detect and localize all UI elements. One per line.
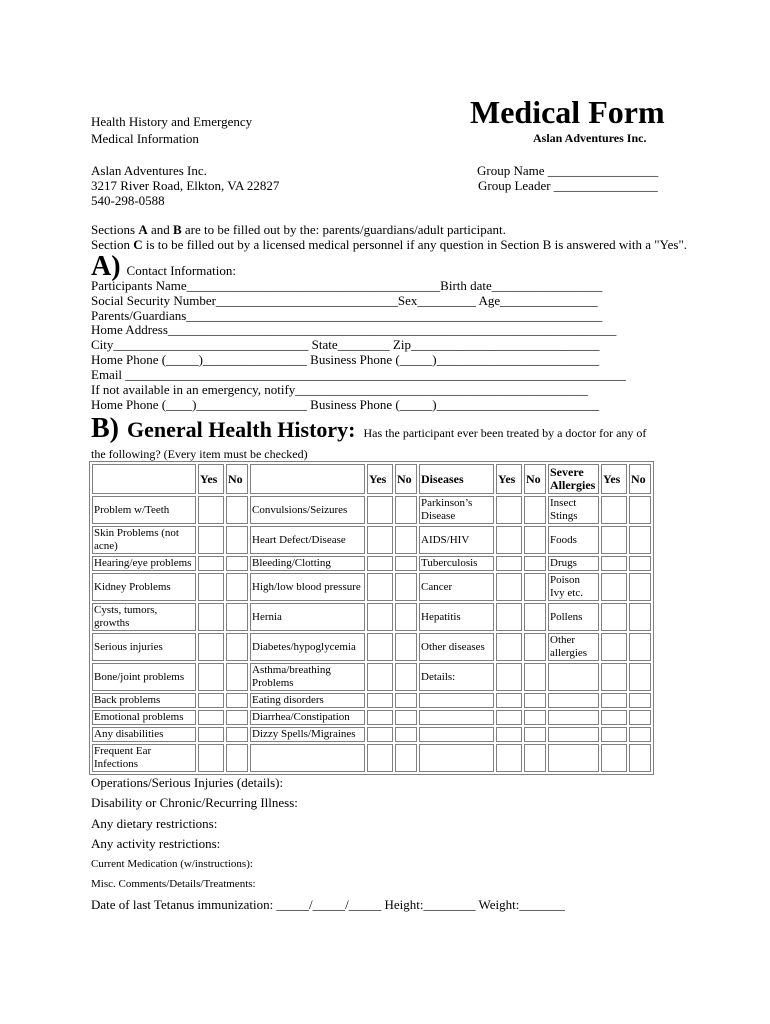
- yes-checkbox-cell[interactable]: [601, 496, 627, 524]
- condition-label: Kidney Problems: [92, 573, 196, 601]
- yes-checkbox-cell[interactable]: [601, 710, 627, 725]
- yes-checkbox-cell[interactable]: [496, 633, 522, 661]
- yes-checkbox-cell[interactable]: [198, 496, 224, 524]
- header-severe-allergies: [548, 464, 599, 494]
- condition-label: Tuberculosis: [419, 556, 494, 571]
- header-severe: Severe: [550, 465, 584, 479]
- form-subtitle-line2: Medical Information: [91, 131, 199, 146]
- table-row: [92, 573, 651, 601]
- yes-checkbox-cell[interactable]: [496, 710, 522, 725]
- yes-checkbox-cell[interactable]: [496, 603, 522, 631]
- yes-checkbox-cell[interactable]: [367, 693, 393, 708]
- no-checkbox-cell[interactable]: [395, 633, 417, 661]
- header-no: No: [395, 464, 417, 494]
- no-checkbox-cell[interactable]: [629, 573, 651, 601]
- emergency-phone-field[interactable]: Home Phone (____)_________________ Business Phone (_____)_________________________: [91, 397, 600, 412]
- section-b-letter: B): [91, 413, 119, 444]
- header-no: No: [524, 464, 546, 494]
- yes-checkbox-cell[interactable]: [601, 556, 627, 571]
- address-phone: 540-298-0588: [91, 193, 165, 208]
- condition-label: Hearing/eye problems: [92, 556, 196, 571]
- condition-label: Cysts, tumors, growths: [92, 603, 196, 631]
- table-row: [92, 633, 651, 661]
- no-checkbox-cell[interactable]: [629, 603, 651, 631]
- address-name: Aslan Adventures Inc.: [91, 163, 207, 178]
- no-checkbox-cell[interactable]: [524, 693, 546, 708]
- no-checkbox-cell[interactable]: [395, 693, 417, 708]
- condition-label: Other allergies: [548, 633, 599, 661]
- instr-text: Sections: [91, 222, 139, 237]
- no-checkbox-cell[interactable]: [524, 603, 546, 631]
- table-header-row: [92, 464, 651, 494]
- yes-checkbox-cell[interactable]: [367, 603, 393, 631]
- header-blank: [250, 464, 365, 494]
- home-business-phone-field[interactable]: Home Phone (_____)________________ Business Phone (_____)_________________________: [91, 352, 600, 367]
- condition-label: [250, 744, 365, 772]
- misc-comments-field[interactable]: Misc. Comments/Details/Treatments:: [91, 878, 256, 890]
- no-checkbox-cell[interactable]: [524, 710, 546, 725]
- yes-checkbox-cell[interactable]: [496, 526, 522, 554]
- no-checkbox-cell[interactable]: [226, 663, 248, 691]
- no-checkbox-cell[interactable]: [395, 526, 417, 554]
- condition-label: Other diseases: [419, 633, 494, 661]
- yes-checkbox-cell[interactable]: [367, 633, 393, 661]
- no-checkbox-cell[interactable]: [395, 727, 417, 742]
- form-subtitle-line1: Health History and Emergency: [91, 114, 253, 129]
- condition-label: Drugs: [548, 556, 599, 571]
- no-checkbox-cell[interactable]: [629, 710, 651, 725]
- page-title: Medical Form: [470, 94, 665, 130]
- condition-label: [548, 663, 599, 691]
- no-checkbox-cell[interactable]: [226, 744, 248, 772]
- yes-checkbox-cell[interactable]: [367, 526, 393, 554]
- yes-checkbox-cell[interactable]: [367, 573, 393, 601]
- header-yes: Yes: [367, 464, 393, 494]
- no-checkbox-cell[interactable]: [226, 633, 248, 661]
- city-state-zip-field[interactable]: City______________________________ State________ Zip_____________________________: [91, 337, 600, 352]
- condition-label: [548, 727, 599, 742]
- yes-checkbox-cell[interactable]: [198, 710, 224, 725]
- no-checkbox-cell[interactable]: [629, 633, 651, 661]
- no-checkbox-cell[interactable]: [524, 633, 546, 661]
- no-checkbox-cell[interactable]: [226, 573, 248, 601]
- dietary-field[interactable]: Any dietary restrictions:: [91, 816, 218, 831]
- yes-checkbox-cell[interactable]: [367, 727, 393, 742]
- yes-checkbox-cell[interactable]: [601, 633, 627, 661]
- table-row: [92, 526, 651, 554]
- condition-label: Eating disorders: [250, 693, 365, 708]
- yes-checkbox-cell[interactable]: [367, 556, 393, 571]
- condition-label: Heart Defect/Disease: [250, 526, 365, 554]
- no-checkbox-cell[interactable]: [395, 710, 417, 725]
- no-checkbox-cell[interactable]: [395, 603, 417, 631]
- disability-field[interactable]: Disability or Chronic/Recurring Illness:: [91, 795, 298, 810]
- no-checkbox-cell[interactable]: [524, 744, 546, 772]
- condition-label: Poison Ivy etc.: [548, 573, 599, 601]
- condition-label: [419, 693, 494, 708]
- no-checkbox-cell[interactable]: [524, 556, 546, 571]
- table-row: [92, 663, 651, 691]
- condition-label: Hepatitis: [419, 603, 494, 631]
- yes-checkbox-cell[interactable]: [198, 526, 224, 554]
- section-b-question-cont: the following? (Every item must be checked): [91, 447, 308, 461]
- yes-checkbox-cell[interactable]: [496, 727, 522, 742]
- condition-label: AIDS/HIV: [419, 526, 494, 554]
- condition-label: Details:: [419, 663, 494, 691]
- instr-section-c: C: [133, 237, 143, 252]
- medication-field[interactable]: Current Medication (w/instructions):: [91, 858, 253, 870]
- instr-section-b: B: [172, 222, 182, 237]
- no-checkbox-cell[interactable]: [226, 526, 248, 554]
- condition-label: Convulsions/Seizures: [250, 496, 365, 524]
- condition-label: Insect Stings: [548, 496, 599, 524]
- instr-section-a: A: [138, 222, 148, 237]
- condition-label: Foods: [548, 526, 599, 554]
- table-row: [92, 744, 651, 772]
- no-checkbox-cell[interactable]: [226, 556, 248, 571]
- yes-checkbox-cell[interactable]: [496, 556, 522, 571]
- no-checkbox-cell[interactable]: [524, 663, 546, 691]
- condition-label: [419, 710, 494, 725]
- instructions-line2: [91, 237, 687, 252]
- header-no: No: [226, 464, 248, 494]
- yes-checkbox-cell[interactable]: [601, 693, 627, 708]
- no-checkbox-cell[interactable]: [524, 573, 546, 601]
- yes-checkbox-cell[interactable]: [198, 663, 224, 691]
- no-checkbox-cell[interactable]: [395, 556, 417, 571]
- organization-name: Aslan Adventures Inc.: [533, 131, 647, 145]
- yes-checkbox-cell[interactable]: [367, 496, 393, 524]
- email-field[interactable]: Email _____________________________________________________________________________: [91, 367, 626, 382]
- table-row: [92, 727, 651, 742]
- yes-checkbox-cell[interactable]: [198, 556, 224, 571]
- home-address-field[interactable]: Home Address_____________________________________________________________________: [91, 322, 617, 337]
- ssn-field[interactable]: Social Security Number____________________________Sex_________ Age_______________: [91, 293, 598, 308]
- section-a-title: Contact Information:: [126, 263, 236, 278]
- no-checkbox-cell[interactable]: [226, 693, 248, 708]
- condition-label: Bleeding/Clotting: [250, 556, 365, 571]
- yes-checkbox-cell[interactable]: [496, 663, 522, 691]
- tetanus-height-weight-field[interactable]: Date of last Tetanus immunization: _____/_____/_____ Height:________ Weight:_______: [91, 897, 565, 912]
- no-checkbox-cell[interactable]: [226, 603, 248, 631]
- instr-text: are to be filled out by the: parents/guardians/adult participant.: [181, 222, 506, 237]
- condition-label: Serious injuries: [92, 633, 196, 661]
- no-checkbox-cell[interactable]: [395, 744, 417, 772]
- condition-label: Asthma/breathing Problems: [250, 663, 365, 691]
- table-row: [92, 496, 651, 524]
- yes-checkbox-cell[interactable]: [496, 573, 522, 601]
- health-history-table: [89, 461, 654, 775]
- no-checkbox-cell[interactable]: [395, 496, 417, 524]
- instructions-line1: [91, 222, 506, 237]
- condition-label: Frequent Ear Infections: [92, 744, 196, 772]
- yes-checkbox-cell[interactable]: [601, 603, 627, 631]
- instr-text: Section: [91, 237, 134, 252]
- emergency-contact-field[interactable]: If not available in an emergency, notify_____________________________________________: [91, 382, 588, 397]
- no-checkbox-cell[interactable]: [524, 496, 546, 524]
- yes-checkbox-cell[interactable]: [198, 633, 224, 661]
- condition-label: Parkinson’s Disease: [419, 496, 494, 524]
- section-b-heading: [91, 414, 646, 444]
- condition-label: Dizzy Spells/Migraines: [250, 727, 365, 742]
- instr-text: and: [147, 222, 173, 237]
- no-checkbox-cell[interactable]: [395, 663, 417, 691]
- condition-label: Skin Problems (not acne): [92, 526, 196, 554]
- yes-checkbox-cell[interactable]: [601, 744, 627, 772]
- instr-text: is to be filled out by a licensed medical personnel if any question in Section B is answered with a "Yes".: [142, 237, 687, 252]
- yes-checkbox-cell[interactable]: [601, 663, 627, 691]
- address-street: 3217 River Road, Elkton, VA 22827: [91, 178, 280, 193]
- yes-checkbox-cell[interactable]: [496, 693, 522, 708]
- no-checkbox-cell[interactable]: [226, 710, 248, 725]
- yes-checkbox-cell[interactable]: [367, 744, 393, 772]
- group-name-field[interactable]: Group Name _________________: [477, 163, 659, 178]
- header-allergies: Allergies: [550, 478, 596, 492]
- yes-checkbox-cell[interactable]: [198, 693, 224, 708]
- condition-label: [548, 693, 599, 708]
- header-yes: Yes: [496, 464, 522, 494]
- operations-field[interactable]: Operations/Serious Injuries (details):: [91, 775, 284, 790]
- condition-label: Hernia: [250, 603, 365, 631]
- no-checkbox-cell[interactable]: [629, 727, 651, 742]
- condition-label: Any disabilities: [92, 727, 196, 742]
- condition-label: Bone/joint problems: [92, 663, 196, 691]
- header-diseases: Diseases: [419, 464, 494, 494]
- no-checkbox-cell[interactable]: [629, 496, 651, 524]
- yes-checkbox-cell[interactable]: [496, 744, 522, 772]
- yes-checkbox-cell[interactable]: [198, 727, 224, 742]
- activity-field[interactable]: Any activity restrictions:: [91, 836, 221, 851]
- no-checkbox-cell[interactable]: [629, 693, 651, 708]
- section-a-letter: A): [91, 251, 121, 282]
- condition-label: Diabetes/hypoglycemia: [250, 633, 365, 661]
- table-row: [92, 603, 651, 631]
- yes-checkbox-cell[interactable]: [601, 526, 627, 554]
- condition-label: High/low blood pressure: [250, 573, 365, 601]
- no-checkbox-cell[interactable]: [524, 526, 546, 554]
- no-checkbox-cell[interactable]: [226, 496, 248, 524]
- section-b-question: Has the participant ever been treated by a doctor for any of: [363, 426, 647, 440]
- condition-label: [419, 744, 494, 772]
- yes-checkbox-cell[interactable]: [198, 603, 224, 631]
- table-row: [92, 556, 651, 571]
- condition-label: Cancer: [419, 573, 494, 601]
- group-leader-field[interactable]: Group Leader ________________: [478, 178, 658, 193]
- no-checkbox-cell[interactable]: [629, 556, 651, 571]
- yes-checkbox-cell[interactable]: [601, 727, 627, 742]
- yes-checkbox-cell[interactable]: [198, 744, 224, 772]
- header-yes: Yes: [601, 464, 627, 494]
- yes-checkbox-cell[interactable]: [496, 496, 522, 524]
- condition-label: Back problems: [92, 693, 196, 708]
- parents-guardians-field[interactable]: Parents/Guardians________________________________________________________________: [91, 308, 603, 323]
- table-row: [92, 710, 651, 725]
- no-checkbox-cell[interactable]: [524, 727, 546, 742]
- header-yes: Yes: [198, 464, 224, 494]
- yes-checkbox-cell[interactable]: [367, 710, 393, 725]
- yes-checkbox-cell[interactable]: [601, 573, 627, 601]
- condition-label: [548, 710, 599, 725]
- participant-name-field[interactable]: Participants Name_______________________________________Birth date_________________: [91, 278, 603, 293]
- condition-label: [419, 727, 494, 742]
- no-checkbox-cell[interactable]: [629, 744, 651, 772]
- header-blank: [92, 464, 196, 494]
- yes-checkbox-cell[interactable]: [198, 573, 224, 601]
- header-no: No: [629, 464, 651, 494]
- condition-label: [548, 744, 599, 772]
- section-b-title: General Health History:: [127, 417, 356, 442]
- condition-label: Diarrhea/Constipation: [250, 710, 365, 725]
- condition-label: Emotional problems: [92, 710, 196, 725]
- condition-label: Pollens: [548, 603, 599, 631]
- condition-label: Problem w/Teeth: [92, 496, 196, 524]
- no-checkbox-cell[interactable]: [395, 573, 417, 601]
- no-checkbox-cell[interactable]: [226, 727, 248, 742]
- table-row: [92, 693, 651, 708]
- yes-checkbox-cell[interactable]: [367, 663, 393, 691]
- no-checkbox-cell[interactable]: [629, 663, 651, 691]
- no-checkbox-cell[interactable]: [629, 526, 651, 554]
